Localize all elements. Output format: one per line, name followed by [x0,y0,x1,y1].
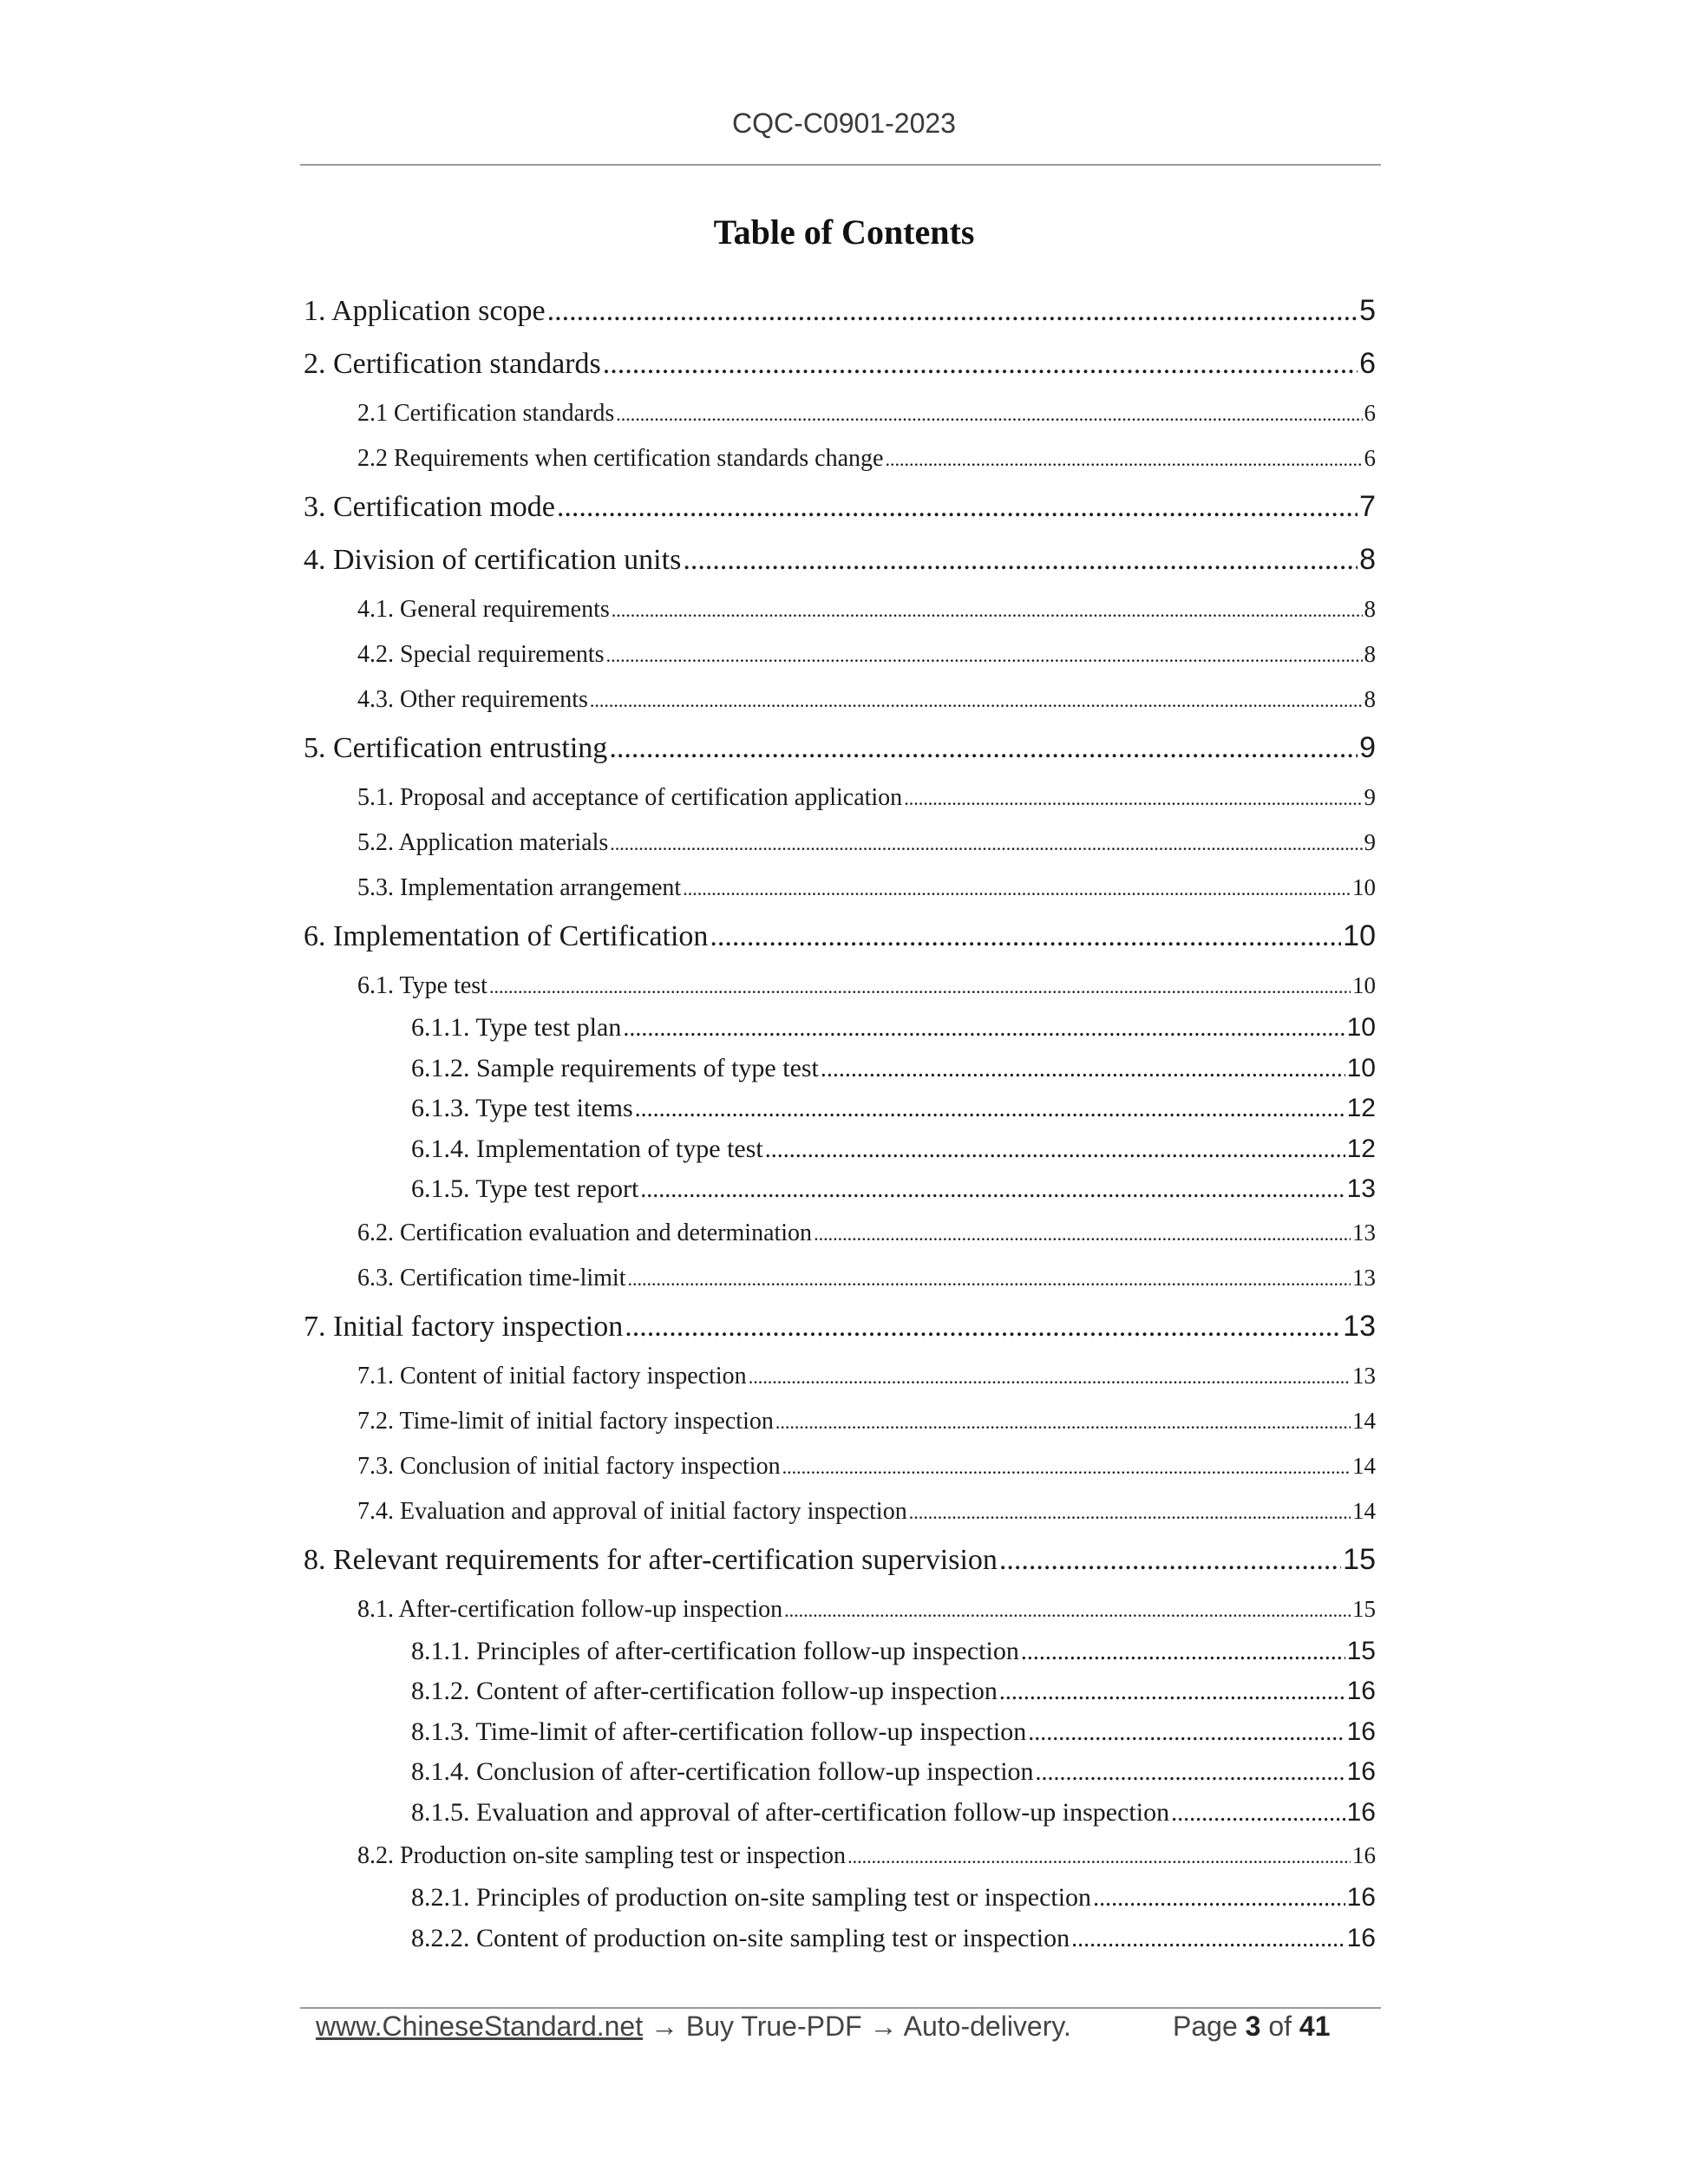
toc-entry-page: 10 [1346,1053,1376,1082]
toc-entry-level-3[interactable] [304,1049,1376,1089]
toc-dot-leader [635,1089,1345,1129]
toc-entry-label: 7.3. Conclusion of initial factory inspection [357,1452,781,1480]
toc-title: Table of Contents [713,213,975,252]
toc-entry-label: 8.1.5. Evaluation and approval of after-certification follow-up inspection [411,1797,1170,1827]
toc-entry-page: 14 [1352,1452,1376,1479]
toc-entry-label: 8. Relevant requirements for after-certification supervision [304,1543,998,1576]
page-footer [316,2011,1383,2043]
toc-entry-page: 14 [1352,1407,1376,1434]
toc-dot-leader [606,633,1363,677]
toc-dot-leader [749,1355,1351,1398]
toc-entry-label: 5.1. Proposal and acceptance of certification application [357,784,903,811]
toc-dot-leader [557,481,1358,533]
toc-entry-page: 12 [1346,1134,1376,1163]
toc-entry-label: 8.1.3. Time-limit of after-certification follow-up inspection [411,1716,1027,1746]
toc-dot-leader [784,1588,1351,1631]
toc-dot-leader [765,1130,1345,1170]
toc-entry-page: 8 [1364,641,1376,667]
page-number [1173,2011,1330,2043]
toc-entry-page: 15 [1352,1595,1376,1622]
toc-entry-level-2[interactable] [304,1833,1376,1878]
toc-dot-leader [710,910,1341,963]
toc-entry-level-1[interactable] [304,481,1376,533]
page-label: Page [1173,2011,1238,2042]
website-link[interactable]: www.ChineseStandard.net [316,2011,644,2042]
toc-dot-leader [640,1170,1345,1210]
arrow-icon: → [651,2011,678,2042]
toc-entry-level-2[interactable] [304,775,1376,820]
toc-entry-level-1[interactable] [304,722,1376,775]
toc-entry-page: 13 [1343,1309,1376,1343]
toc-entry-page: 16 [1346,1757,1376,1786]
toc-dot-leader [847,1834,1351,1878]
toc-entry-page: 16 [1352,1842,1376,1868]
toc-entry-level-2[interactable] [304,586,1376,631]
toc-entry-level-3[interactable] [304,1712,1376,1753]
toc-entry-page: 12 [1346,1094,1376,1122]
toc-entry-page: 7 [1359,490,1376,523]
toc-entry-level-2[interactable] [304,1488,1376,1533]
toc-entry-level-2[interactable] [304,1210,1376,1255]
toc-entry-page: 10 [1343,919,1376,952]
toc-entry-label: 6.1.3. Type test items [411,1094,633,1122]
header-divider [300,164,1381,166]
toc-dot-leader [1021,1632,1345,1672]
delivery-text: Auto-delivery. [903,2011,1071,2042]
toc-entry-label: 8.2. Production on-site sampling test or inspection [357,1842,847,1869]
toc-entry-label: 2. Certification standards [304,348,601,380]
toc-entry-page: 14 [1352,1497,1376,1524]
toc-entry-level-3[interactable] [304,1752,1376,1793]
toc-entry-page: 16 [1346,1797,1376,1827]
toc-entry-label: 6.1.1. Type test plan [411,1013,622,1042]
toc-entry-label: 6.1. Type test [357,972,487,999]
toc-dot-leader [683,866,1351,910]
toc-dot-leader [814,1212,1351,1255]
toc-dot-leader [999,1533,1341,1586]
toc-dot-leader [610,821,1362,865]
toc-entry-page: 6 [1359,347,1376,380]
toc-entry-page: 9 [1364,829,1376,855]
page-of-label: of [1268,2011,1292,2042]
toc-entry-label: 8.2.2. Content of production on-site sampling test or inspection [411,1923,1070,1952]
toc-dot-leader [625,1300,1341,1353]
toc-entry-label: 6.1.2. Sample requirements of type test [411,1053,819,1082]
toc-entry-page: 16 [1346,1677,1376,1705]
toc-entry-level-3[interactable] [304,1129,1376,1170]
toc-dot-leader [590,678,1363,722]
toc-entry-level-3[interactable] [304,1878,1376,1919]
toc-entry-page: 9 [1364,784,1376,810]
toc-entry-level-3[interactable] [304,1793,1376,1834]
toc-entry-level-1[interactable] [304,1300,1376,1353]
toc-entry-level-2[interactable] [304,631,1376,677]
toc-entry-label: 8.1.2. Content of after-certification follow-up inspection [411,1677,998,1705]
toc-dot-leader [603,337,1358,390]
toc-entry-page: 13 [1352,1219,1376,1246]
toc-entry-label: 3. Certification mode [304,491,555,523]
toc-entry-level-2[interactable] [304,677,1376,722]
toc-dot-leader [489,964,1351,1008]
toc-dot-leader [775,1400,1351,1443]
toc-entry-label: 5.3. Implementation arrangement [357,874,682,901]
toc-entry-page: 8 [1364,686,1376,712]
toc-entry-page: 8 [1364,596,1376,622]
toc-entry-label: 4.3. Other requirements [357,686,588,713]
toc-entry-page: 15 [1343,1542,1376,1576]
toc-entry-level-2[interactable] [304,390,1376,435]
toc-dot-leader [999,1672,1345,1712]
toc-entry-label: 4.1. General requirements [357,596,610,623]
toc-entry-level-2[interactable] [304,1443,1376,1488]
toc-entry-label: 8.1.4. Conclusion of after-certification follow-up inspection [411,1757,1034,1786]
toc-entry-page: 13 [1352,1264,1376,1291]
table-of-contents [304,284,1376,1958]
toc-entry-level-1[interactable] [304,284,1376,337]
toc-entry-page: 9 [1359,731,1376,764]
toc-dot-leader [623,1009,1345,1049]
toc-entry-level-2[interactable] [304,1255,1376,1300]
toc-dot-leader [1036,1753,1345,1793]
toc-dot-leader [609,722,1358,775]
page-total: 41 [1299,2011,1331,2042]
toc-entry-page: 8 [1359,543,1376,576]
toc-entry-page: 6 [1364,445,1376,471]
toc-dot-leader [782,1445,1351,1488]
toc-entry-level-2[interactable] [304,435,1376,481]
toc-entry-page: 13 [1352,1362,1376,1389]
toc-entry-page: 13 [1346,1174,1376,1203]
toc-entry-label: 8.1. After-certification follow-up inspection [357,1595,783,1623]
toc-entry-label: 2.2 Requirements when certification standards change [357,445,884,472]
page-current: 3 [1245,2011,1261,2042]
toc-entry-page: 15 [1346,1636,1376,1665]
toc-entry-level-2[interactable] [304,1398,1376,1443]
toc-entry-level-3[interactable] [304,1631,1376,1672]
toc-dot-leader [904,776,1362,820]
toc-dot-leader [547,284,1358,337]
toc-dot-leader [909,1490,1351,1533]
toc-entry-level-1[interactable] [304,1533,1376,1586]
toc-entry-page: 10 [1352,972,1376,998]
toc-entry-page: 10 [1352,874,1376,900]
toc-dot-leader [1093,1879,1345,1919]
toc-dot-leader [885,437,1362,481]
toc-dot-leader [683,533,1358,586]
toc-dot-leader [628,1257,1351,1300]
toc-entry-label: 7.4. Evaluation and approval of initial factory inspection [357,1497,907,1525]
toc-entry-page: 16 [1346,1923,1376,1952]
document-code: CQC-C0901-2023 [732,108,956,139]
arrow-icon: → [869,2011,898,2042]
toc-entry-label: 7.1. Content of initial factory inspection [357,1362,747,1390]
toc-entry-label: 4.2. Special requirements [357,641,605,668]
toc-entry-level-1[interactable] [304,337,1376,390]
toc-entry-level-3[interactable] [304,1008,1376,1049]
toc-entry-level-2[interactable] [304,865,1376,910]
footer-divider [300,2007,1381,2009]
toc-entry-label: 6. Implementation of Certification [304,920,709,952]
toc-entry-level-3[interactable] [304,1089,1376,1129]
toc-entry-level-2[interactable] [304,1353,1376,1398]
toc-entry-level-3[interactable] [304,1169,1376,1210]
toc-entry-label: 6.1.5. Type test report [411,1174,639,1203]
toc-entry-label: 8.2.1. Principles of production on-site sampling test or inspection [411,1883,1092,1912]
toc-entry-label: 5. Certification entrusting [304,732,608,764]
toc-dot-leader [1028,1713,1345,1753]
toc-entry-level-2[interactable] [304,1586,1376,1631]
toc-entry-level-2[interactable] [304,820,1376,865]
toc-entry-label: 7.2. Time-limit of initial factory inspection [357,1407,774,1435]
toc-entry-page: 10 [1346,1013,1376,1042]
toc-dot-leader [612,588,1363,631]
buy-text: Buy True-PDF [685,2011,862,2042]
toc-entry-level-1[interactable] [304,910,1376,963]
toc-entry-label: 4. Division of certification units [304,544,682,576]
toc-entry-level-3[interactable] [304,1919,1376,1959]
toc-entry-page: 6 [1364,400,1376,426]
toc-dot-leader [1071,1919,1345,1959]
toc-entry-label: 2.1 Certification standards [357,400,615,427]
toc-dot-leader [616,392,1362,435]
toc-entry-label: 6.2. Certification evaluation and determination [357,1219,813,1246]
toc-entry-label: 1. Application scope [304,295,546,327]
toc-entry-page: 5 [1359,294,1376,327]
toc-entry-label: 5.2. Application materials [357,829,609,856]
toc-entry-label: 6.1.4. Implementation of type test [411,1134,763,1163]
toc-dot-leader [1171,1794,1345,1834]
toc-entry-label: 8.1.1. Principles of after-certification follow-up inspection [411,1636,1019,1665]
toc-entry-label: 6.3. Certification time-limit [357,1264,626,1291]
toc-entry-level-1[interactable] [304,533,1376,586]
toc-entry-page: 16 [1346,1883,1376,1912]
toc-entry-label: 7. Initial factory inspection [304,1310,624,1343]
toc-entry-level-3[interactable] [304,1671,1376,1712]
toc-entry-level-2[interactable] [304,963,1376,1008]
toc-entry-page: 16 [1346,1716,1376,1746]
toc-dot-leader [821,1049,1345,1089]
